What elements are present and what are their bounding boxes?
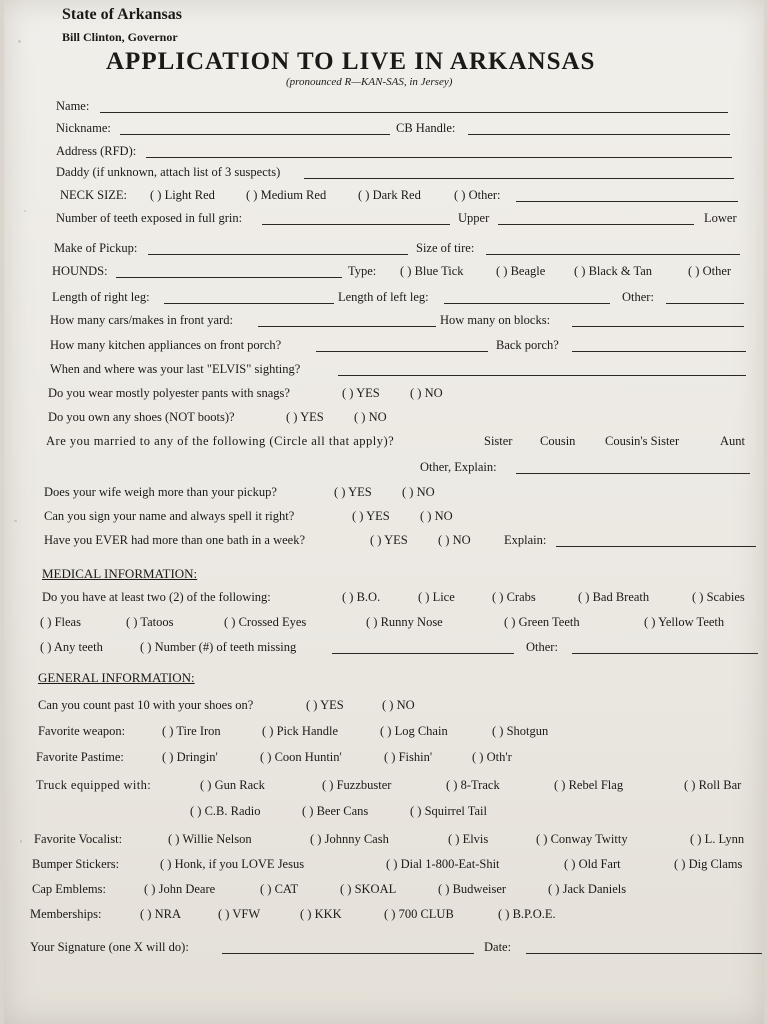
yes-option[interactable]: ( ) YES	[370, 533, 408, 547]
medical-option[interactable]: ( ) Green Teeth	[504, 615, 580, 629]
address-row	[4, 144, 764, 164]
on-blocks-label: How many on blocks:	[440, 313, 551, 327]
sign-label: Can you sign your name and always spell it right?	[44, 509, 295, 523]
neck-option[interactable]: ( ) Light Red	[150, 188, 215, 202]
other-explain-line[interactable]	[516, 473, 750, 474]
medical-option[interactable]: ( ) Crabs	[492, 590, 536, 604]
polyester-row	[4, 386, 764, 406]
truck-option[interactable]: ( ) 8-Track	[446, 778, 500, 792]
appliances-label: How many kitchen appliances on front porch?	[50, 338, 282, 352]
cars-label: How many cars/makes in front yard:	[50, 313, 233, 327]
count-label: Can you count past 10 with your shoes on?	[38, 698, 254, 712]
upper-label: Upper	[458, 211, 490, 225]
married-option[interactable]: Cousin's Sister	[605, 434, 680, 448]
neck-option[interactable]: ( ) Other:	[454, 188, 501, 202]
teeth-grin-label: Number of teeth exposed in full grin:	[56, 211, 243, 225]
sticker-option[interactable]: ( ) Old Fart	[564, 857, 621, 871]
polyester-label: Do you wear mostly polyester pants with snags?	[48, 386, 290, 400]
medical-heading: MEDICAL INFORMATION:	[42, 566, 198, 581]
tire-label: Size of tire:	[416, 241, 475, 255]
hound-option[interactable]: ( ) Blue Tick	[400, 264, 464, 278]
address-label: Address (RFD):	[56, 144, 137, 158]
sticker-option[interactable]: ( ) Dig Clams	[674, 857, 743, 871]
medical-row-3	[4, 640, 764, 660]
bath-label: Have you EVER had more than one bath in a week?	[44, 533, 306, 547]
member-option[interactable]: ( ) VFW	[218, 907, 261, 921]
yes-option[interactable]: ( ) YES	[352, 509, 390, 523]
daddy-label: Daddy (if unknown, attach list of 3 suspects)	[56, 165, 281, 179]
married-other-row	[4, 460, 764, 480]
bath-explain-label: Explain:	[504, 533, 547, 547]
married-option[interactable]: Sister	[484, 434, 513, 448]
right-leg-label: Length of right leg:	[52, 290, 150, 304]
form-title: APPLICATION TO LIVE IN ARKANSAS	[106, 48, 596, 75]
lower-label: Lower	[704, 211, 737, 225]
pastime-option[interactable]: ( ) Dringin'	[162, 750, 218, 764]
nickname-line[interactable]	[120, 134, 390, 135]
truck-option[interactable]: ( ) Roll Bar	[684, 778, 742, 792]
missing-teeth-option[interactable]: ( ) Number (#) of teeth missing	[140, 640, 297, 654]
yes-option[interactable]: ( ) YES	[334, 485, 372, 499]
hounds-label: HOUNDS:	[52, 264, 108, 278]
cb-handle-line[interactable]	[468, 134, 730, 135]
tire-line[interactable]	[486, 254, 740, 255]
back-porch-line[interactable]	[572, 351, 746, 352]
vocalist-option[interactable]: ( ) Elvis	[448, 832, 489, 846]
date-label: Date:	[484, 940, 512, 954]
yes-option[interactable]: ( ) YES	[286, 410, 324, 424]
back-porch-label: Back porch?	[496, 338, 559, 352]
appliances-row	[4, 338, 764, 358]
teeth-grin-line[interactable]	[262, 224, 450, 225]
medical-question: Do you have at least two (2) of the following:	[42, 590, 271, 604]
truck-option[interactable]: ( ) Squirrel Tail	[410, 804, 488, 818]
legs-other-line[interactable]	[666, 303, 744, 304]
missing-teeth-line[interactable]	[332, 653, 514, 654]
member-option[interactable]: ( ) KKK	[300, 907, 342, 921]
married-row	[4, 434, 764, 454]
left-leg-line[interactable]	[444, 303, 610, 304]
truck-label: Truck equipped with:	[36, 778, 152, 792]
cars-line[interactable]	[258, 326, 436, 327]
nickname-row	[4, 121, 764, 141]
sticker-option[interactable]: ( ) Honk, if you LOVE Jesus	[160, 857, 305, 871]
date-line[interactable]	[526, 953, 762, 954]
truck-row-1	[4, 778, 764, 798]
medical-option[interactable]: ( ) Lice	[418, 590, 455, 604]
cap-option[interactable]: ( ) Budweiser	[438, 882, 507, 896]
weapon-option[interactable]: ( ) Log Chain	[380, 724, 448, 738]
wife-row	[4, 485, 764, 505]
medical-other-line[interactable]	[572, 653, 758, 654]
legs-row	[4, 290, 764, 310]
any-teeth-option[interactable]: ( ) Any teeth	[40, 640, 103, 654]
cap-option[interactable]: ( ) Jack Daniels	[548, 882, 627, 896]
weapon-row	[4, 724, 764, 744]
type-label: Type:	[348, 264, 377, 278]
member-option[interactable]: ( ) 700 CLUB	[384, 907, 454, 921]
hounds-row	[4, 264, 764, 284]
no-option[interactable]: ( ) NO	[354, 410, 387, 424]
vocalist-label: Favorite Vocalist:	[34, 832, 123, 846]
medical-row-1	[4, 590, 764, 610]
copy-speck	[14, 520, 17, 522]
memberships-label: Memberships:	[30, 907, 102, 921]
signature-line[interactable]	[222, 953, 474, 954]
weapon-option[interactable]: ( ) Pick Handle	[262, 724, 339, 738]
teeth-grin-row	[4, 211, 764, 231]
nickname-label: Nickname:	[56, 121, 111, 135]
on-blocks-line[interactable]	[572, 326, 744, 327]
name-line[interactable]	[100, 112, 728, 113]
neck-other-line[interactable]	[516, 201, 738, 202]
pastime-option[interactable]: ( ) Fishin'	[384, 750, 433, 764]
truck-option[interactable]: ( ) Rebel Flag	[554, 778, 624, 792]
left-leg-label: Length of left leg:	[338, 290, 429, 304]
daddy-row	[4, 165, 764, 185]
stickers-label: Bumper Stickers:	[32, 857, 120, 871]
pastime-option[interactable]: ( ) Coon Huntin'	[260, 750, 342, 764]
vocalist-option[interactable]: ( ) Johnny Cash	[310, 832, 389, 846]
hound-option[interactable]: ( ) Beagle	[496, 264, 546, 278]
upper-line[interactable]	[498, 224, 694, 225]
medical-option[interactable]: ( ) Runny Nose	[366, 615, 443, 629]
truck-option[interactable]: ( ) Gun Rack	[200, 778, 265, 792]
pickup-label: Make of Pickup:	[54, 241, 138, 255]
truck-option[interactable]: ( ) Fuzzbuster	[322, 778, 392, 792]
hounds-line[interactable]	[116, 277, 342, 278]
sticker-option[interactable]: ( ) Dial 1-800-Eat-Shit	[386, 857, 500, 871]
wife-label: Does your wife weigh more than your pickup?	[44, 485, 277, 499]
other-explain-label: Other, Explain:	[420, 460, 497, 474]
married-option[interactable]: Cousin	[540, 434, 576, 448]
cars-row	[4, 313, 764, 333]
cap-label: Cap Emblems:	[32, 882, 106, 896]
memberships-row	[4, 907, 764, 927]
count-row	[4, 698, 764, 718]
cap-row	[4, 882, 764, 902]
no-option[interactable]: ( ) NO	[402, 485, 435, 499]
married-option[interactable]: Aunt	[720, 434, 745, 448]
elvis-line[interactable]	[338, 375, 746, 376]
medical-row-2	[4, 615, 764, 635]
pickup-line[interactable]	[148, 254, 408, 255]
truck-row-2	[4, 804, 764, 824]
weapon-label: Favorite weapon:	[38, 724, 126, 738]
weapon-option[interactable]: ( ) Shotgun	[492, 724, 549, 738]
general-heading: GENERAL INFORMATION:	[38, 670, 195, 685]
shoes-row	[4, 410, 764, 430]
vocalist-option[interactable]: ( ) Conway Twitty	[536, 832, 628, 846]
state-name: State of Arkansas	[62, 6, 183, 23]
cap-option[interactable]: ( ) SKOAL	[340, 882, 397, 896]
name-label: Name:	[56, 99, 90, 113]
signature-label: Your Signature (one X will do):	[30, 940, 189, 954]
pickup-row	[4, 241, 764, 261]
weapon-option[interactable]: ( ) Tire Iron	[162, 724, 221, 738]
signature-row	[4, 940, 764, 960]
sign-row	[4, 509, 764, 529]
elvis-row	[4, 362, 764, 382]
medical-option[interactable]: ( ) Scabies	[692, 590, 745, 604]
copy-speck	[20, 840, 22, 843]
yes-option[interactable]: ( ) YES	[342, 386, 380, 400]
medical-option[interactable]: ( ) Tatoos	[126, 615, 174, 629]
medical-option[interactable]: ( ) B.O.	[342, 590, 381, 604]
cb-handle-label: CB Handle:	[396, 121, 456, 135]
truck-option[interactable]: ( ) Beer Cans	[302, 804, 369, 818]
hound-option[interactable]: ( ) Other	[688, 264, 732, 278]
truck-option[interactable]: ( ) C.B. Radio	[190, 804, 261, 818]
married-label: Are you married to any of the following (Circle all that apply)?	[46, 434, 395, 448]
pastime-option[interactable]: ( ) Oth'r	[472, 750, 512, 764]
copy-speck	[18, 40, 21, 43]
pastime-row	[4, 750, 764, 770]
cap-option[interactable]: ( ) CAT	[260, 882, 299, 896]
daddy-line[interactable]	[304, 178, 734, 179]
yes-option[interactable]: ( ) YES	[306, 698, 344, 712]
neck-option[interactable]: ( ) Medium Red	[246, 188, 327, 202]
vocalist-row	[4, 832, 764, 852]
form-subtitle: (pronounced R—KAN-SAS, in Jersey)	[286, 76, 453, 88]
member-option[interactable]: ( ) NRA	[140, 907, 181, 921]
medical-option[interactable]: ( ) Crossed Eyes	[224, 615, 307, 629]
medical-other-label: Other:	[526, 640, 558, 654]
neck-size-label: NECK SIZE:	[60, 188, 128, 202]
bath-explain-line[interactable]	[556, 546, 756, 547]
medical-option[interactable]: ( ) Yellow Teeth	[644, 615, 725, 629]
address-line[interactable]	[146, 157, 732, 158]
vocalist-option[interactable]: ( ) Willie Nelson	[168, 832, 252, 846]
copy-speck	[24, 210, 26, 212]
appliances-line[interactable]	[316, 351, 488, 352]
medical-option[interactable]: ( ) Fleas	[40, 615, 81, 629]
governor-name: Bill Clinton, Governor	[62, 30, 178, 44]
name-row	[4, 99, 764, 119]
no-option[interactable]: ( ) NO	[410, 386, 443, 400]
cap-option[interactable]: ( ) John Deare	[144, 882, 216, 896]
no-option[interactable]: ( ) NO	[382, 698, 415, 712]
pastime-label: Favorite Pastime:	[36, 750, 124, 764]
no-option[interactable]: ( ) NO	[438, 533, 471, 547]
right-leg-line[interactable]	[164, 303, 334, 304]
bath-row	[4, 533, 764, 553]
stickers-row	[4, 857, 764, 877]
elvis-label: When and where was your last "ELVIS" sighting?	[50, 362, 301, 376]
application-form	[4, 0, 764, 1024]
shoes-label: Do you own any shoes (NOT boots)?	[48, 410, 235, 424]
no-option[interactable]: ( ) NO	[420, 509, 453, 523]
neck-option[interactable]: ( ) Dark Red	[358, 188, 421, 202]
neck-size-row	[4, 188, 764, 208]
hound-option[interactable]: ( ) Black & Tan	[574, 264, 653, 278]
medical-option[interactable]: ( ) Bad Breath	[578, 590, 650, 604]
member-option[interactable]: ( ) B.P.O.E.	[498, 907, 556, 921]
vocalist-option[interactable]: ( ) L. Lynn	[690, 832, 745, 846]
legs-other-label: Other:	[622, 290, 654, 304]
